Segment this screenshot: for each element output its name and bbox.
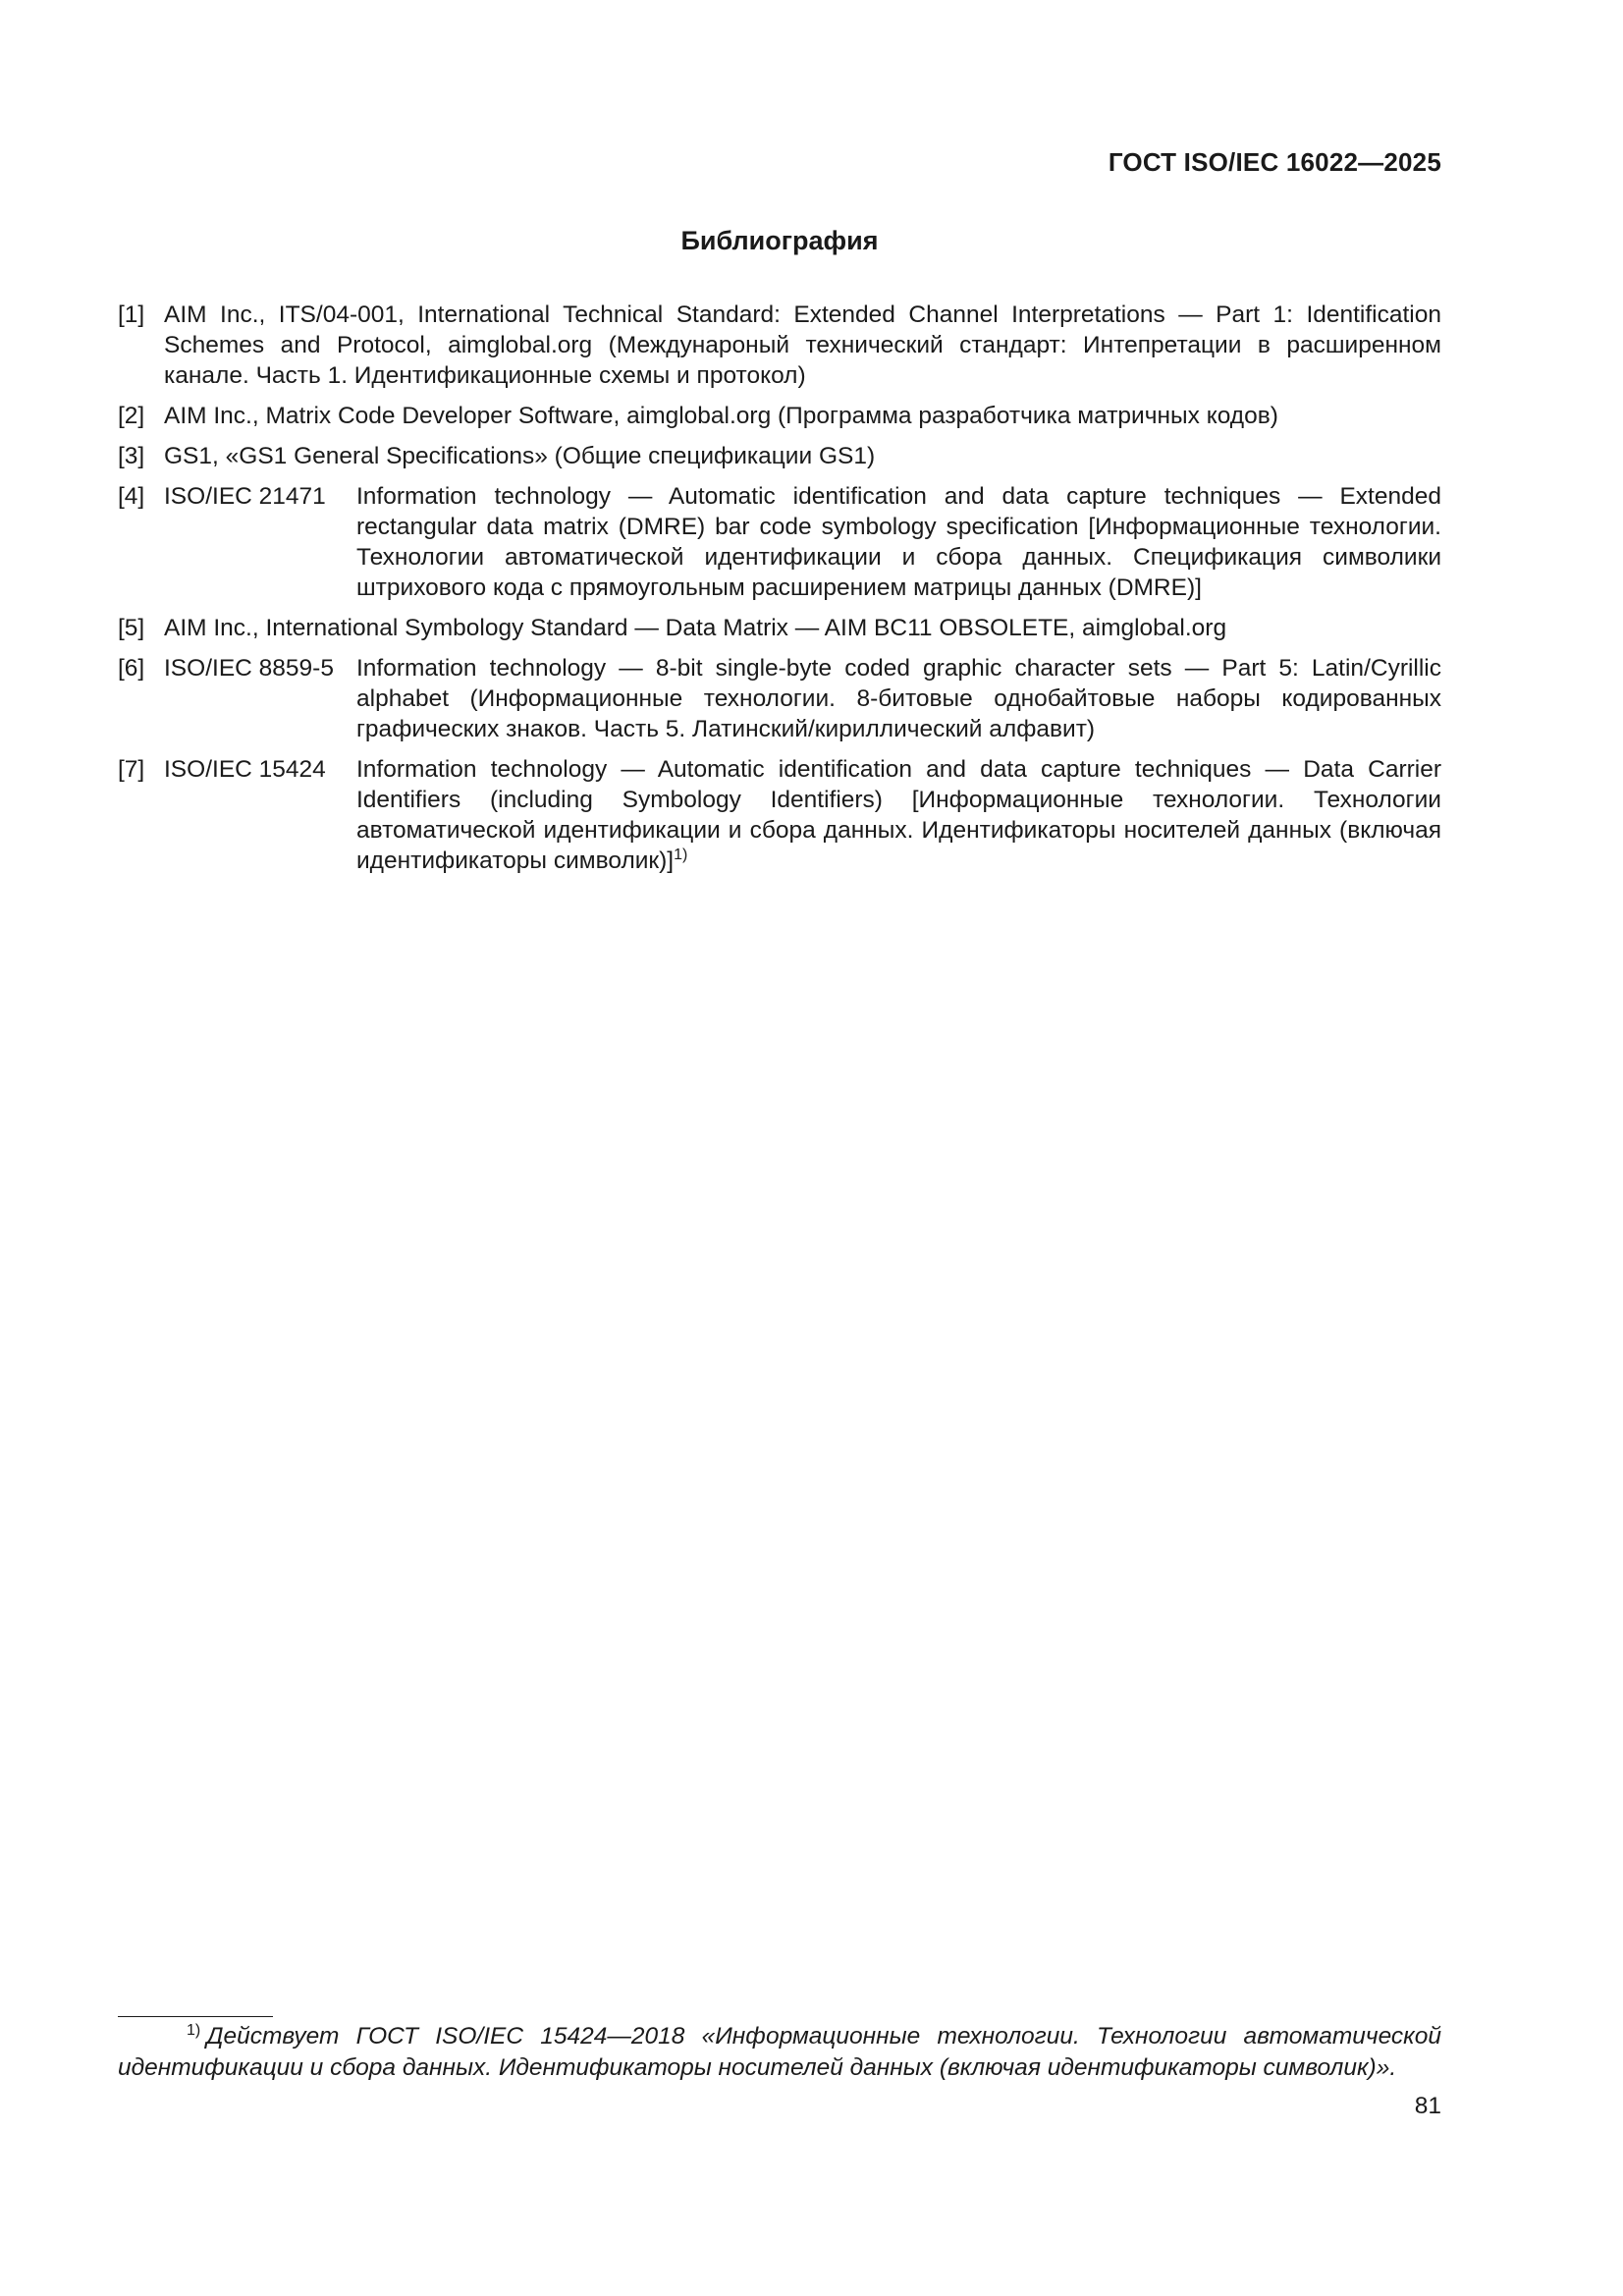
bibliography-list [118, 300, 1441, 886]
entry-number: [4] [118, 483, 145, 510]
footnote-text: Действует ГОСТ ISO/IEC 15424—2018 «Информационные технологии. Технологии автоматической идентификации и сбора данных. Идентификаторы носителей данных (включая идентификаторы символик)». [118, 2023, 1441, 2081]
bibliography-entry [118, 754, 1441, 876]
bibliography-entry [118, 481, 1441, 603]
entry-standard-code: ISO/IEC 21471 [164, 483, 326, 510]
entry-number: [5] [118, 615, 145, 641]
bibliography-entry [118, 401, 1441, 431]
entry-number: [6] [118, 655, 145, 682]
entry-text: AIM Inc., ITS/04-001, International Technical Standard: Extended Channel Interpretations — Part 1: Identification Schemes and Protocol, aimglobal.org (Междунароный технический стандарт: Интепретации в расширенном канале. Часть 1. Идентификационные схемы и протокол) [164, 301, 1441, 389]
entry-number: [7] [118, 756, 145, 783]
footnote-reference[interactable]: 1) [674, 846, 688, 863]
footnote-separator [118, 2016, 273, 2017]
entry-number: [2] [118, 403, 145, 429]
document-page [118, 0, 1441, 2296]
entry-standard-code: ISO/IEC 8859-5 [164, 655, 334, 682]
entry-number: [3] [118, 443, 145, 469]
entry-text: AIM Inc., Matrix Code Developer Software, aimglobal.org (Программа разработчика матричных кодов) [164, 403, 1278, 429]
footnote-mark: 1) [187, 2021, 201, 2039]
entry-text: Information technology — Automatic identification and data capture techniques — Data Carrier Identifiers (including Symbology Identifiers) [Информационные технологии. Технологии автоматической идентификации и сбора данных. Идентификаторы носителей данных (включая идентификаторы символик)] [356, 756, 1441, 874]
footnote [118, 2021, 1441, 2084]
bibliography-entry [118, 300, 1441, 391]
entry-standard-code: ISO/IEC 15424 [164, 756, 326, 783]
entry-text: AIM Inc., International Symbology Standard — Data Matrix — AIM BC11 OBSOLETE, aimglobal.org [164, 615, 1227, 641]
document-code-header: ГОСТ ISO/IEC 16022—2025 [1108, 147, 1441, 177]
bibliography-entry [118, 441, 1441, 471]
entry-text: Information technology — 8-bit single-byte coded graphic character sets — Part 5: Latin/Cyrillic alphabet (Информационные технологии. 8-битовые однобайтовые наборы кодированных графических знаков. Часть 5. Латинский/кириллический алфавит) [356, 655, 1441, 742]
bibliography-entry [118, 653, 1441, 744]
entry-text: Information technology — Automatic identification and data capture techniques — Extended rectangular data matrix (DMRE) bar code symbology specification [Информационные технологии. Технологии автоматической идентификации и сбора данных. Спецификация символики штрихового кода с прямоугольным расширением матрицы данных (DMRE)] [356, 483, 1441, 601]
entry-number: [1] [118, 301, 145, 328]
section-title: Библиография [680, 226, 879, 255]
bibliography-entry [118, 613, 1441, 643]
page-number: 81 [1414, 2093, 1441, 2119]
entry-text: GS1, «GS1 General Specifications» (Общие спецификации GS1) [164, 443, 876, 469]
